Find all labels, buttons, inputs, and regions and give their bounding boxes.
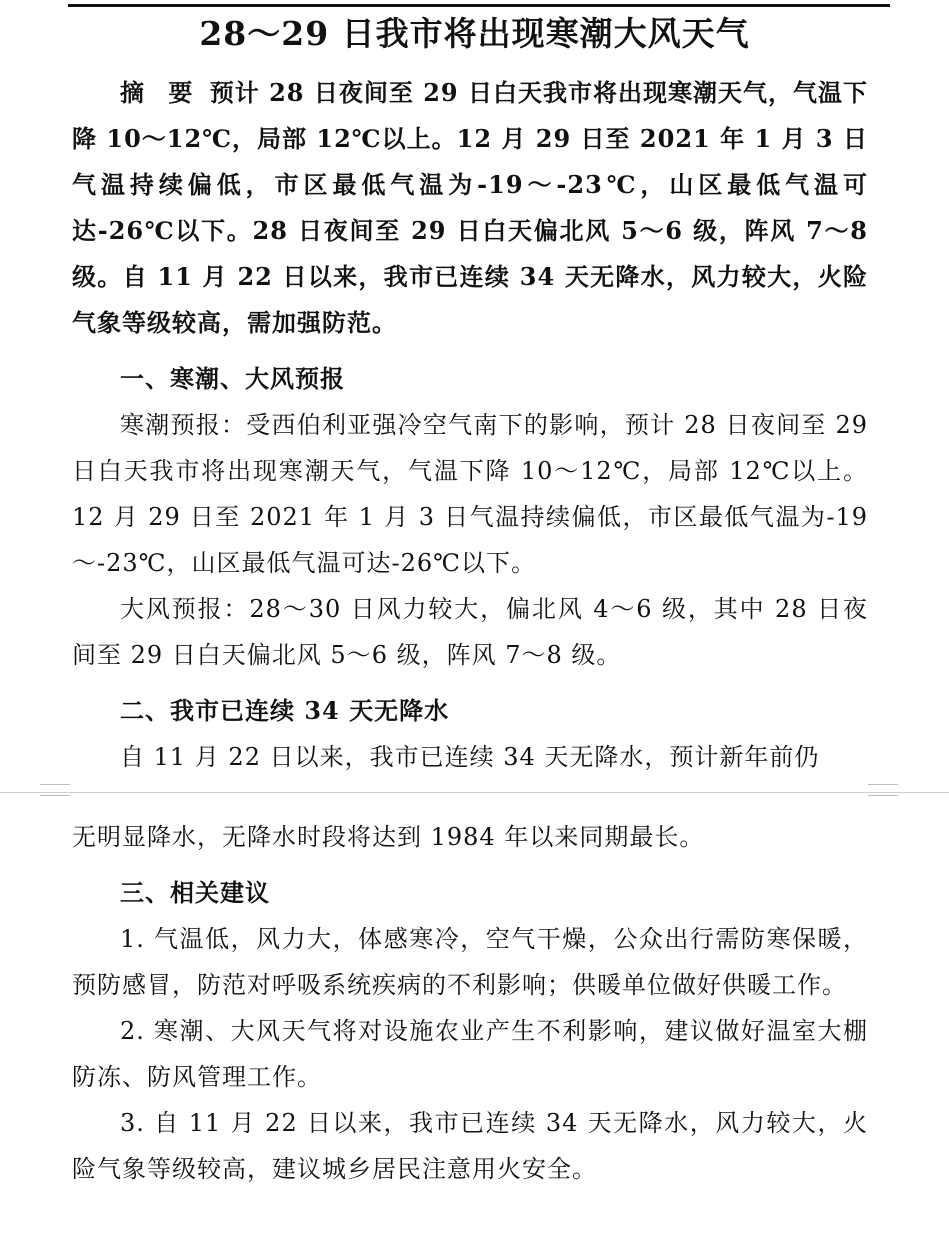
- section2-heading: 二、我市已连续 34 天无降水: [120, 696, 450, 725]
- page-break-right-marker: [868, 784, 898, 796]
- suggestion-item-3: 3. 自 11 月 22 日以来，我市已连续 34 天无降水，风力较大，火险气象等级较高，建议城乡居民注意用火安全。: [72, 1109, 868, 1183]
- no-precip-text-part2: 无明显降水，无降水时段将达到 1984 年以来同期最长。: [72, 823, 705, 851]
- page-break: [0, 780, 949, 814]
- suggestion-item-2: 2. 寒潮、大风天气将对设施农业产生不利影响，建议做好温室大棚防冻、防风管理工作。: [72, 1017, 868, 1091]
- top-rule: [68, 4, 890, 7]
- section3-heading: 三、相关建议: [120, 878, 270, 907]
- document-title: 28～29 日我市将出现寒潮大风天气: [199, 14, 750, 53]
- section1-heading: 一、寒潮、大风预报: [120, 364, 345, 393]
- page-break-line: [0, 792, 949, 793]
- abstract-paragraph: [72, 70, 868, 346]
- abstract-text: 预计 28 日夜间至 29 日白天我市将出现寒潮天气，气温下降 10～12℃，局部 12℃以上。12 月 29 日至 2021 年 1 月 3 日气温持续偏低，市区最低气温为-19～-23℃，山区最低气温可达-26℃以下。28 日夜间至 29 日白天偏北风 5～6 级，阵风 7～8 级。自 11 月 22 日以来，我市已连续 34 天无降水，风力较大，火险气象等级较高，需加强防范。: [72, 78, 869, 337]
- cold-wave-forecast: 寒潮预报：受西伯利亚强冷空气南下的影响，预计 28 日夜间至 29 日白天我市将出现寒潮天气，气温下降 10～12℃，局部 12℃以上。12 月 29 日至 2021 年 1 月 3 日气温持续偏低，市区最低气温为-19～-23℃，山区最低气温可达-26℃以下。: [72, 411, 868, 577]
- no-precip-text-part1: 自 11 月 22 日以来，我市已连续 34 天无降水，预计新年前仍: [120, 743, 820, 771]
- suggestion-item-1: 1. 气温低，风力大，体感寒冷，空气干燥，公众出行需防寒保暖，预防感冒，防范对呼吸系统疾病的不利影响；供暖单位做好供暖工作。: [72, 925, 868, 999]
- document-body: [72, 70, 868, 1192]
- abstract-label: 摘 要: [120, 78, 201, 107]
- wind-forecast: 大风预报：28～30 日风力较大，偏北风 4～6 级，其中 28 日夜间至 29 日白天偏北风 5～6 级，阵风 7～8 级。: [72, 595, 868, 669]
- page-break-left-marker: [40, 784, 70, 796]
